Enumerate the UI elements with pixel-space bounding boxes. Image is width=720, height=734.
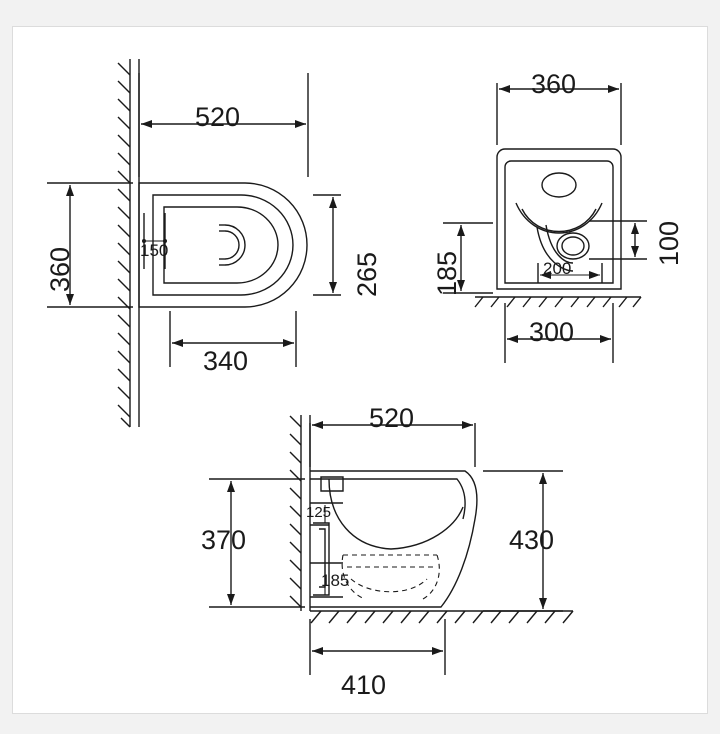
- dim-top-265: [313, 195, 341, 295]
- dim-label-top-520: 520: [195, 102, 241, 132]
- dim-label-side-410: 410: [341, 670, 387, 700]
- dim-label-side-430: 430: [509, 525, 555, 555]
- dim-label-side-125: 125: [306, 504, 332, 521]
- technical-drawing-svg: [13, 27, 707, 713]
- top-view-inner-detail: [219, 225, 245, 265]
- side-view-floor: [310, 611, 573, 623]
- dim-label-top-360: 360: [45, 246, 75, 292]
- dim-label-side-185: 185: [321, 571, 350, 590]
- dim-label-top-340: 340: [203, 346, 249, 376]
- dim-front-100: [589, 221, 647, 259]
- dim-label-front-185: 185: [432, 250, 462, 296]
- drawing-sheet: [12, 26, 708, 714]
- dim-label-front-200: 200: [543, 259, 572, 278]
- dim-label-front-360: 360: [531, 69, 577, 99]
- dim-label-side-370: 370: [201, 525, 247, 555]
- dim-label-front-300: 300: [529, 317, 575, 347]
- dim-label-top-150: 150: [140, 241, 169, 260]
- dim-label-front-100: 100: [654, 220, 684, 266]
- dim-label-top-265: 265: [352, 251, 382, 297]
- front-view-details: [516, 173, 602, 271]
- front-view-floor: [475, 297, 641, 307]
- top-view-wall: [118, 59, 139, 427]
- side-view-hidden-trap: [342, 555, 439, 599]
- dim-side-410: [310, 619, 445, 675]
- dim-label-side-520: 520: [369, 403, 415, 433]
